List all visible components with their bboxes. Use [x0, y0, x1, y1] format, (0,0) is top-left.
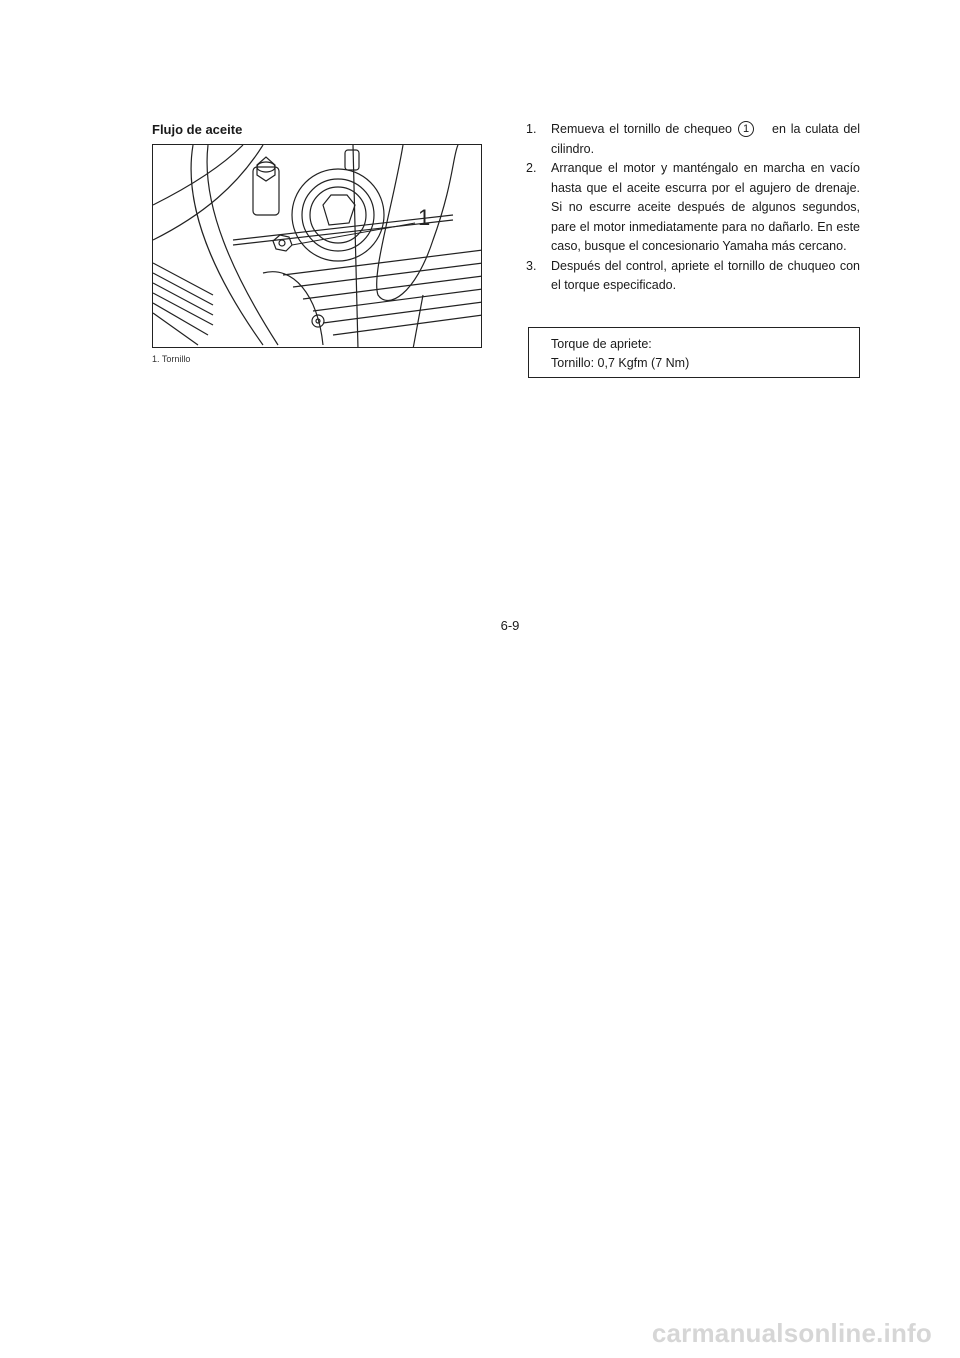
step-item	[526, 120, 860, 159]
spec-value: Tornillo: 0,7 Kgfm (7 Nm)	[551, 356, 690, 370]
step-text: Después del control, apriete el tornillo de chuqueo con el torque especificado.	[551, 258, 860, 292]
procedure-steps	[526, 120, 860, 296]
step-number: 2.	[526, 161, 537, 175]
torque-spec-box	[528, 327, 860, 378]
step-text: Remueva el tornillo de chequeo	[551, 122, 733, 136]
page-number: 6-9	[500, 618, 520, 633]
engine-illustration	[152, 144, 482, 348]
step-item	[526, 159, 860, 257]
callout-number: 1	[418, 205, 431, 230]
circled-ref-number: 1	[738, 121, 754, 137]
step-number: 3.	[526, 258, 537, 273]
step-text-continued: en la culata del cilindro.	[551, 122, 861, 156]
watermark: carmanualsonline.info	[651, 1318, 932, 1348]
engine-drawing	[153, 145, 482, 348]
step-number: 1.	[526, 122, 537, 136]
step-item	[526, 257, 860, 296]
section-title: Flujo de aceite	[152, 122, 243, 137]
step-text: Arranque el motor y manténgalo en marcha en vacío hasta que el aceite escurra por el agujero de drenaje. Si no escurre aceite después de algunos segundos, pare el motor inmediatamente para no dañarlo. En este caso, busque el concesionario Yamaha más cercano.	[551, 161, 860, 253]
spec-label: Torque de apriete:	[551, 337, 652, 351]
figure-caption: 1. Tornillo	[152, 354, 191, 364]
